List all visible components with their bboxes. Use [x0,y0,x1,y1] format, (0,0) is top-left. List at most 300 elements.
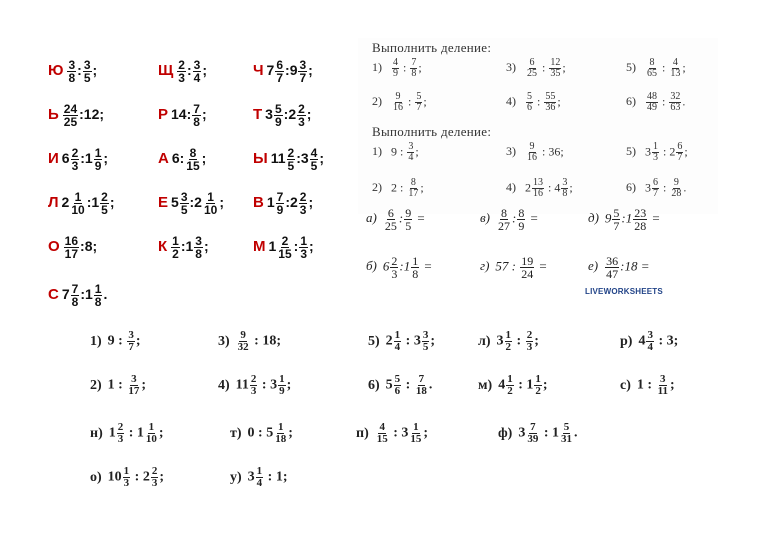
numerator: 1 [412,254,419,268]
exercise-item [230,422,293,445]
denominator: 3 [250,385,257,397]
expr-text: ; [158,425,164,441]
numerator: 2 [281,234,289,248]
expr-text: 4 [638,333,646,349]
textbook-item [372,92,427,113]
denominator: 9 [94,159,102,173]
expr-text: : 1 [514,377,534,393]
expr-text: ; [569,180,573,195]
expr-text: :2 [189,194,202,211]
denominator: 28 [671,188,682,199]
fraction [605,255,619,280]
item-number: 3) [506,144,519,159]
fill-in-item [588,207,660,232]
expr-text: 3 [265,106,273,123]
denominator: 13 [670,68,681,79]
numerator: 6 [677,141,683,152]
numerator: 1 [172,234,179,248]
item-number: 5) [626,60,639,75]
expr-text: . [683,180,687,195]
expr-text: :2 [283,106,297,123]
denominator: 7 [677,152,683,163]
expr-text: 10 [107,469,122,485]
denominator: 4 [408,152,414,163]
expr-text: . [574,425,578,441]
expr-text: :1 [80,150,93,167]
denominator: 3 [71,159,79,173]
fraction [646,92,658,113]
letter-division-item [253,147,324,172]
fraction [275,59,284,84]
numerator: 2 [287,146,295,160]
item-letter: б) [366,258,377,274]
expr-text: : 4 [545,180,561,195]
denominator: 10 [203,203,218,217]
denominator: 9 [279,385,285,397]
expr-text: ; [201,106,207,123]
textbook-division-panel [358,38,718,214]
denominator: 3 [391,267,398,281]
expr-text: 6: [171,150,185,167]
item-letter: е) [588,258,599,274]
expr-text: :8; [80,238,98,255]
fraction [71,147,80,172]
denominator: 5 [101,203,108,217]
expr-text: 1 [268,238,277,255]
exercise-item [356,422,428,445]
expr-text: = [413,210,426,226]
numerator: 3 [83,58,91,72]
fill-in-item [366,207,425,232]
fraction [297,103,306,128]
denominator: 16 [527,152,537,163]
fraction [526,142,538,163]
numerator: 1 [505,329,512,341]
expr-text: :2 [285,194,298,211]
fraction [560,422,573,445]
fraction [404,207,412,232]
expr-text: : [77,62,82,79]
expr-text: 4 [498,377,506,393]
denominator: 5 [422,341,429,353]
denominator: 32 [237,341,249,353]
fraction [670,178,682,199]
fraction [83,59,92,84]
expr-text: . [682,94,686,109]
fraction [394,374,402,397]
answer-letter: Ь [48,106,59,124]
item-number: 3) [506,60,519,75]
letter-division-item [158,191,224,216]
fraction [277,235,292,260]
denominator: 31 [561,433,573,445]
denominator: 8 [68,71,76,85]
numerator: 3 [131,373,137,385]
expr-text: ; [423,94,427,109]
expr-text: :1 [86,194,100,211]
letter-division-item [48,191,115,216]
fraction [646,330,654,353]
fraction [526,92,533,113]
fraction [64,235,79,260]
exercise-item [218,374,291,397]
fraction [310,147,319,172]
item-letter: д) [588,210,599,226]
fraction [409,422,422,445]
item-label: 4) [218,377,230,393]
item-label: п) [356,425,369,441]
expr-text: ; [682,60,686,75]
numerator: 9 [240,329,246,341]
numerator: 1 [94,146,102,160]
textbook-item [506,92,561,113]
expr-text: : [398,210,404,226]
numerator: 5 [563,421,570,433]
expr-text: : 3 [389,425,409,441]
denominator: 5 [180,203,188,217]
expr-text: : [660,180,670,195]
fraction [392,92,404,113]
textbook-item [506,58,566,79]
numerator: 2 [178,58,185,72]
denominator: 63 [670,102,681,113]
fraction [561,178,568,199]
expr-text: ; [684,144,688,159]
textbook-item [372,178,424,199]
expr-text: 5 [385,377,393,393]
denominator: 3 [526,341,533,353]
denominator: 4 [256,477,263,489]
letter-division-item [158,235,209,260]
letter-division-item [253,59,313,84]
fraction [299,235,308,260]
fraction [669,58,681,79]
fraction [274,422,287,445]
expr-text: ; [309,238,314,255]
denominator: 9 [393,68,398,79]
denominator: 3 [300,247,308,261]
expr-text: 2 [61,194,70,211]
expr-text: 2 : [391,180,407,195]
exercise-item [90,330,141,353]
exercise-item [218,330,281,353]
numerator: 5 [274,102,282,116]
letter-division-item [48,235,97,260]
fill-in-item [480,207,538,232]
expr-text: : 1; [264,469,288,485]
denominator: 25 [63,115,78,129]
expr-text: : [293,238,299,255]
denominator: 36 [545,102,556,113]
expr-text: :18 = [620,258,650,274]
denominator: 28 [634,219,647,233]
fraction [151,466,159,489]
expr-text: 3 [247,469,255,485]
fraction [407,178,419,199]
denominator: 47 [606,267,619,281]
numerator: 7 [193,102,200,116]
expr-text: 5 [171,194,179,211]
numerator: 1 [94,282,102,296]
liveworksheets-logo: LIVEWORKSHEETS [585,287,663,296]
fraction [177,59,186,84]
numerator: 2 [526,329,533,341]
fraction [520,255,534,280]
expr-text: 2 [385,333,393,349]
fraction [299,191,308,216]
textbook-item [506,142,564,163]
fraction [652,142,659,163]
expr-text: 7 [266,62,275,79]
answer-letter: Ы [253,150,268,168]
textbook-item [626,142,688,163]
numerator: 16 [64,234,79,248]
numerator: 1 [413,421,419,433]
numerator: 7 [418,373,425,385]
fraction [185,147,200,172]
answer-letter: Е [158,194,169,212]
exercise-item [478,374,548,397]
letter-division-item [253,191,313,216]
numerator: 6 [529,57,535,68]
denominator: 9 [518,219,525,233]
denominator: 16 [533,188,543,199]
item-number: 2) [372,180,385,195]
expr-text: ; [562,60,566,75]
letter-division-panel [48,45,358,317]
numerator: 1 [279,373,285,385]
numerator: 5 [527,91,532,102]
numerator: 3 [68,58,76,72]
numerator: 2 [299,190,307,204]
expr-text: ; [92,62,98,79]
expr-text: : [402,377,414,393]
numerator: 3 [180,190,188,204]
fraction [180,191,189,216]
fraction [646,58,658,79]
denominator: 17 [64,247,79,261]
numerator: 3 [193,58,201,72]
expr-text: ; [669,377,675,393]
denominator: 2 [535,385,541,397]
numerator: 9 [395,91,401,102]
textbook-item [626,92,685,113]
expr-text: : [534,94,544,109]
denominator: 7 [276,71,284,85]
numerator: 1 [300,234,308,248]
denominator: 18 [275,433,287,445]
fraction [392,58,399,79]
item-number: 6) [626,180,639,195]
fraction [394,330,402,353]
expr-text: ; [286,377,292,393]
expr-text: 3 [645,144,651,159]
numerator: 32 [670,91,681,102]
numerator: 13 [533,177,543,188]
denominator: 5 [405,219,412,233]
denominator: 4 [647,341,653,353]
expr-text: 11 [270,150,286,167]
fill-in-item [366,255,432,280]
fraction [384,207,398,232]
fraction [669,92,681,113]
fraction [70,191,85,216]
numerator: 6 [387,206,394,220]
denominator: 5 [310,159,318,173]
numerator: 9 [529,141,535,152]
fraction [145,422,158,445]
fraction [676,142,683,163]
denominator: 15 [376,433,388,445]
expr-text: ; [141,377,147,393]
denominator: 16 [393,102,403,113]
letter-division-item [48,103,104,128]
expr-text: ; [288,425,293,441]
fraction [298,59,307,84]
item-label: 6) [368,377,380,393]
numerator: 5 [613,206,620,220]
letter-division-item [48,147,108,172]
expr-text: 3 [518,425,526,441]
fraction [278,374,286,397]
fraction [127,330,135,353]
fraction [410,58,417,79]
numerator: 8 [500,206,507,220]
item-label: 1) [90,333,102,349]
fraction [256,466,264,489]
expr-text: ; [319,150,324,167]
fraction [203,191,218,216]
expr-text: :1 [180,238,194,255]
expr-text: : 3 [402,333,421,349]
item-label: у) [230,469,242,485]
denominator: 24 [521,267,534,281]
denominator: 3 [123,477,130,489]
expr-text: : [511,210,517,226]
expr-text: ; [201,150,207,167]
exercise-item [620,374,675,397]
fraction [411,255,419,280]
expr-text: ; [308,62,313,79]
expr-text: 14: [171,106,192,123]
expr-text: : [513,333,525,349]
expr-text: ; [420,180,424,195]
item-label: м) [478,377,493,393]
expr-text: : [186,62,192,79]
denominator: 8 [562,188,568,199]
fill-in-item [588,255,649,280]
expr-text: : 18; [250,333,281,349]
answer-letter: А [158,150,169,168]
heading-perform-division-1: Выполнить деление: [372,40,492,55]
denominator: 5 [287,159,295,173]
numerator: 4 [393,57,398,68]
item-label: л) [478,333,491,349]
expr-text: 57 : [495,258,520,274]
fraction [390,255,398,280]
numerator: 8 [189,146,197,160]
numerator: 1 [507,373,513,385]
expr-text: 9 : [107,333,127,349]
fraction [497,207,511,232]
expr-text: ; [135,333,141,349]
expr-text: :1 [80,286,93,303]
fraction [657,374,669,397]
numerator: 1 [394,329,401,341]
numerator: 2 [117,421,124,433]
denominator: 2 [507,385,513,397]
fraction [407,142,414,163]
expr-text: ; [306,106,312,123]
fraction [422,330,430,353]
expr-text: 3 [645,180,651,195]
numerator: 2 [151,465,158,477]
expr-text: 6 [61,150,70,167]
expr-text: ; [430,333,436,349]
denominator: 18 [415,385,427,397]
numerator: 4 [379,421,385,433]
fraction [532,178,544,199]
expr-text: . [428,377,433,393]
numerator: 1 [74,190,82,204]
expr-text: 7 [61,286,70,303]
numerator: 8 [518,206,525,220]
letter-division-item [158,103,207,128]
denominator: 3 [299,203,307,217]
denominator: 15 [410,433,422,445]
denominator: 3 [653,152,658,163]
denominator: 10 [145,433,157,445]
denominator: 17 [128,385,140,397]
numerator: 1 [207,190,214,204]
numerator: 23 [634,206,647,220]
textbook-item [626,178,686,199]
fraction [276,191,285,216]
denominator: 4 [193,71,201,85]
fraction [526,422,539,445]
expr-text: 9 [604,210,612,226]
fill-in-division-panel [358,205,718,300]
numerator: 9 [673,177,679,188]
numerator: 1 [123,465,130,477]
exercise-item [90,466,164,489]
item-number: 1) [372,144,385,159]
fraction [505,330,513,353]
denominator: 3 [178,71,185,85]
expr-text: :3 [296,150,309,167]
item-number: 1) [372,60,385,75]
numerator: 3 [422,329,429,341]
denominator: 11 [657,385,668,397]
expr-text: 6 [382,258,390,274]
item-label: ф) [498,425,513,441]
letter-division-item [158,59,207,84]
expr-text: : 1 [125,425,144,441]
fraction [250,374,258,397]
letter-division-item [253,103,311,128]
item-label: р) [620,333,633,349]
item-letter: в) [480,210,490,226]
answer-letter: К [158,238,168,256]
item-number: 4) [506,94,519,109]
numerator: 5 [416,91,422,102]
numerator: 6 [653,177,658,188]
expr-text: = [535,258,548,274]
numerator: 5 [394,373,401,385]
numerator: 8 [649,57,655,68]
fraction [94,147,103,172]
numerator: 7 [411,57,417,68]
